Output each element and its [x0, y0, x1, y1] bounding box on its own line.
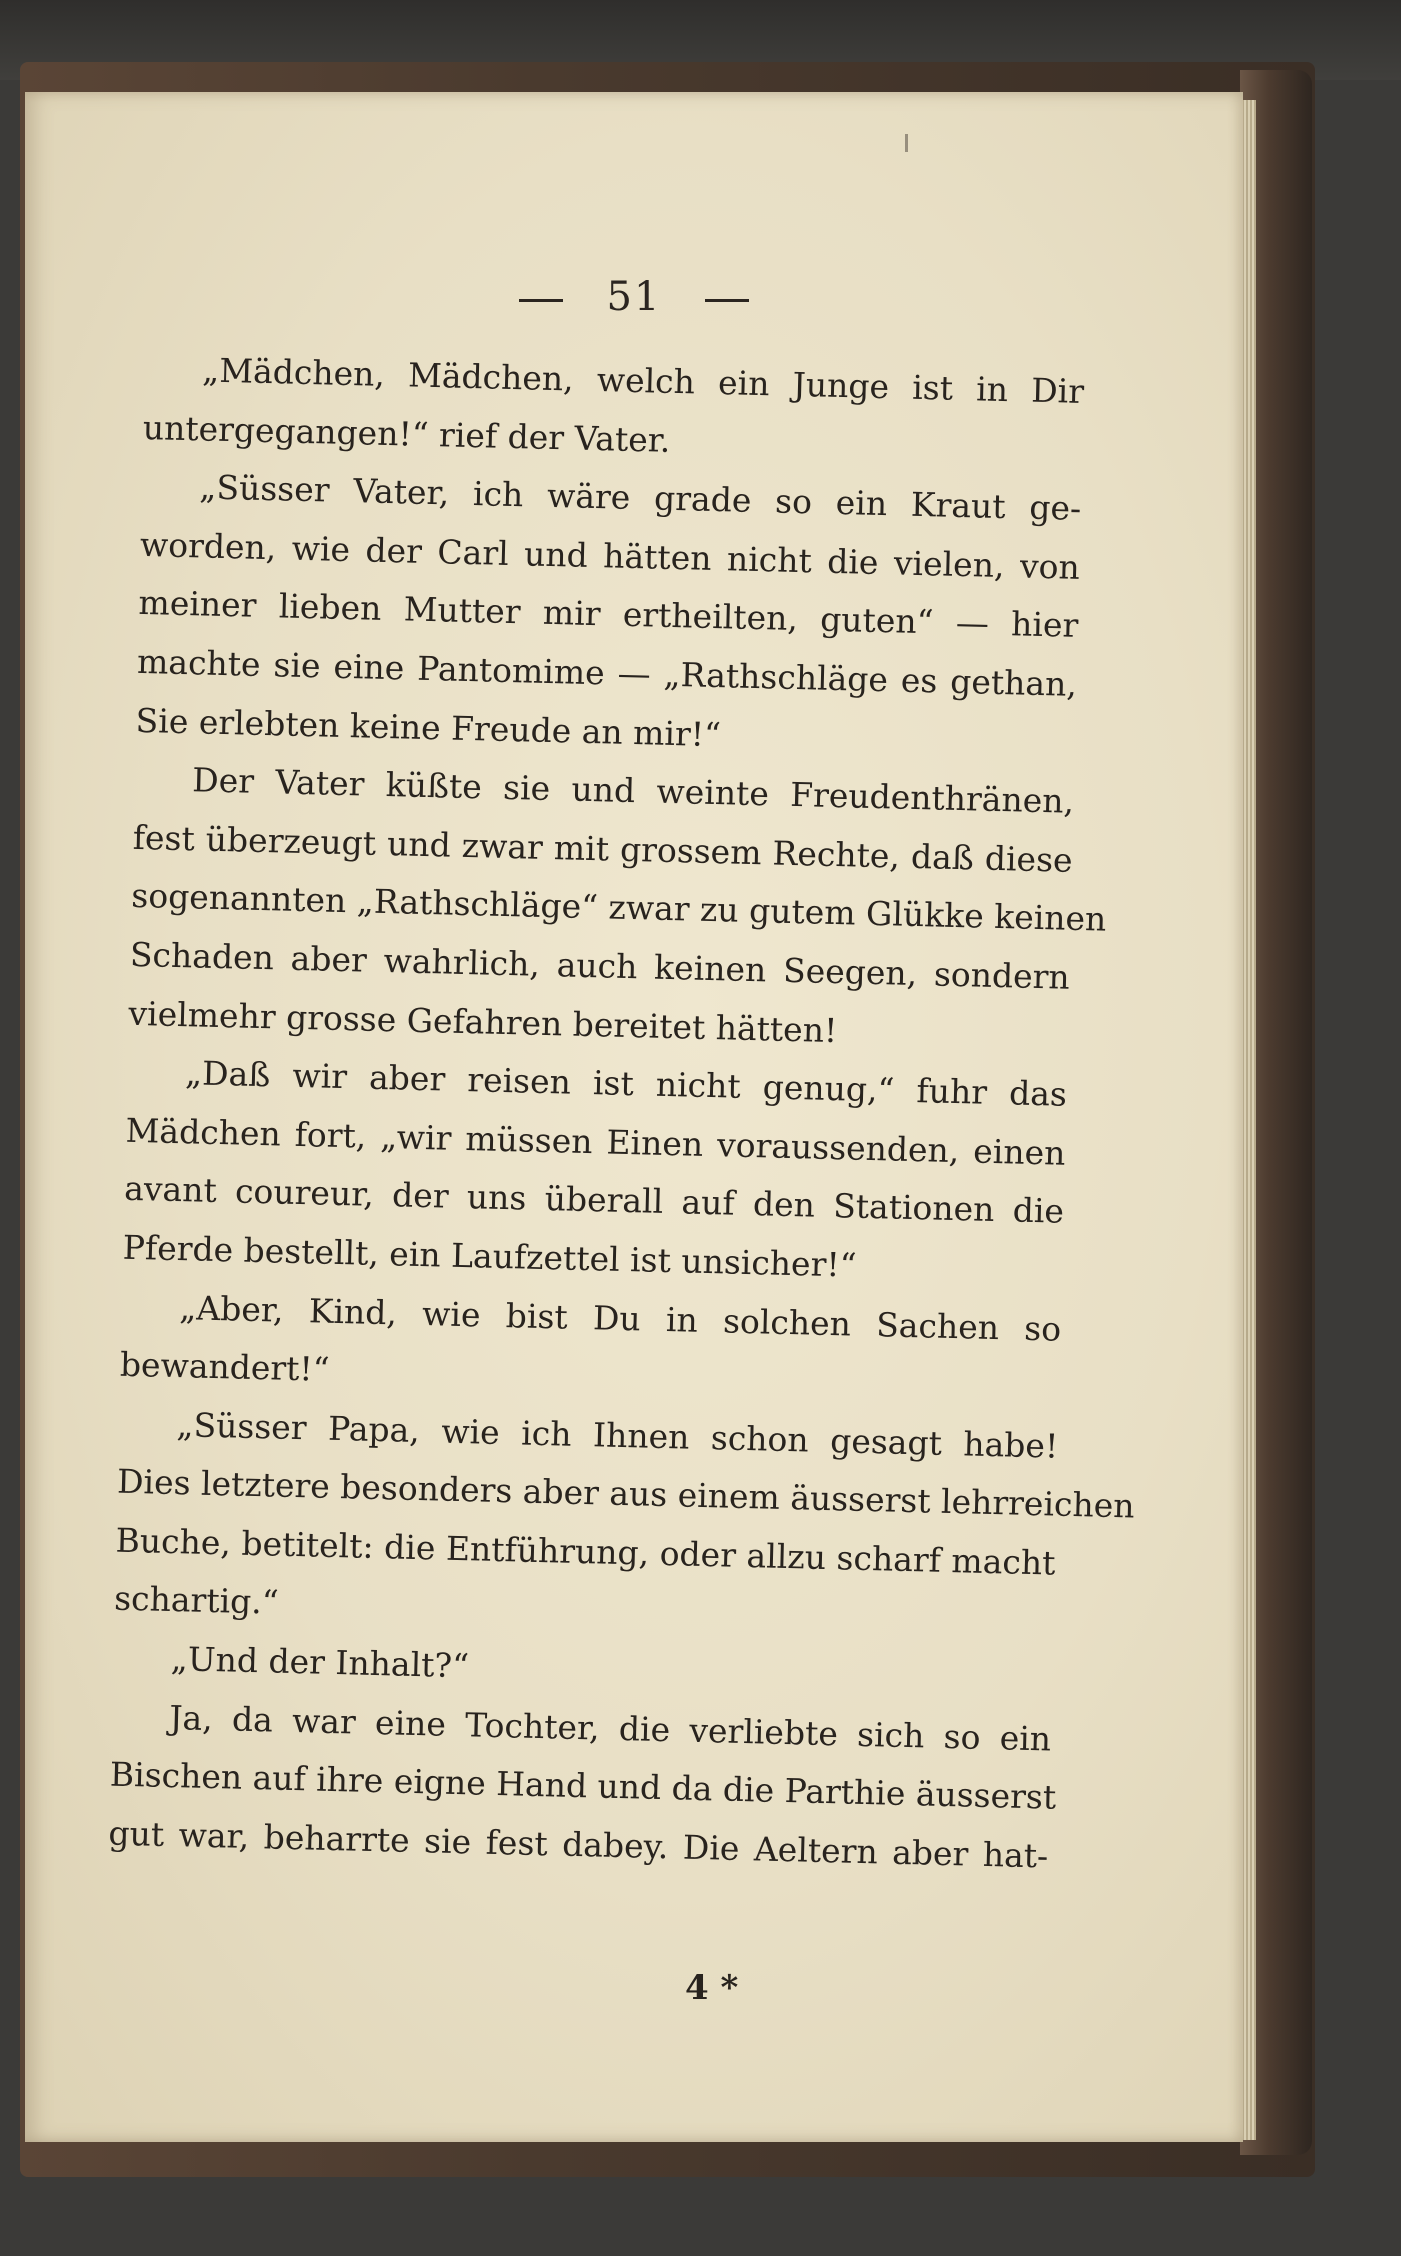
page-number: 51	[606, 274, 662, 320]
text-line: Bischen auf ihre eigne Hand und da die Parthie äusserst	[109, 1754, 1057, 1817]
text-line: untergegangen!“ rief der Vater.	[142, 407, 671, 460]
text-line: avant coureur, der uns überall auf den Stationen die	[123, 1169, 1065, 1232]
text-line: „Daß wir aber reisen ist nicht genug,“ fuhr das	[184, 1053, 1068, 1114]
text-line: Mädchen fort, „wir müssen Einen voraussenden, einen	[125, 1110, 1066, 1173]
text-line: gut war, beharrte sie fest dabey. Die Aeltern aber hat-	[108, 1813, 1049, 1876]
text-line: Pferde bestellt, ein Laufzettel ist unsicher!“	[122, 1227, 857, 1285]
book-page	[25, 92, 1243, 2142]
text-line: fest überzeugt und zwar mit grossem Rechte, daß diese	[132, 817, 1074, 880]
text-line: Buche, betitelt: die Entführung, oder allzu scharf macht	[115, 1520, 1056, 1583]
text-line: sogenannten „Rathschläge“ zwar zu gutem Glükke keinen	[130, 876, 1107, 939]
printer-signature: 4 *	[685, 1968, 739, 2008]
text-line: worden, wie der Carl und hätten nicht die vielen, von	[139, 524, 1081, 587]
paper-speck	[905, 134, 908, 152]
text-line: vielmehr grosse Gefahren bereitet hätten!	[128, 993, 838, 1050]
page-header	[25, 274, 1243, 320]
text-line: bewandert!“	[119, 1344, 331, 1389]
text-line: meiner lieben Mutter mir ertheilten, guten“ — hier	[138, 583, 1079, 646]
text-line: Ja, da war eine Tochter, die verliebte sich so ein	[168, 1697, 1052, 1759]
text-line: machte sie eine Pantomime — „Rathschläge es gethan,	[136, 641, 1078, 704]
text-line: Dies letztere besonders aber aus einem äusserst lehrreichen	[116, 1461, 1135, 1526]
text-line: „Süsser Vater, ich wäre grade so ein Kraut ge-	[198, 467, 1082, 529]
text-line: Schaden aber wahrlich, auch keinen Seegen, sondern	[129, 934, 1071, 997]
text-line: „Aber, Kind, wie bist Du in solchen Sachen so	[178, 1287, 1062, 1349]
text-line: „Süsser Papa, wie ich Ihnen schon gesagt habe!	[176, 1404, 1059, 1466]
text-line: „Und der Inhalt?“	[170, 1639, 470, 1686]
text-line: Der Vater küßte sie und weinte Freudenthränen,	[191, 760, 1075, 821]
text-line: Sie erlebten keine Freude an mir!“	[135, 700, 722, 754]
header-dash-right	[705, 299, 749, 302]
header-dash-left	[519, 299, 563, 302]
body-text	[108, 340, 1135, 1886]
text-line: „Mädchen, Mädchen, welch ein Junge ist in Dir	[201, 350, 1085, 411]
text-line: schartig.“	[113, 1579, 280, 1623]
